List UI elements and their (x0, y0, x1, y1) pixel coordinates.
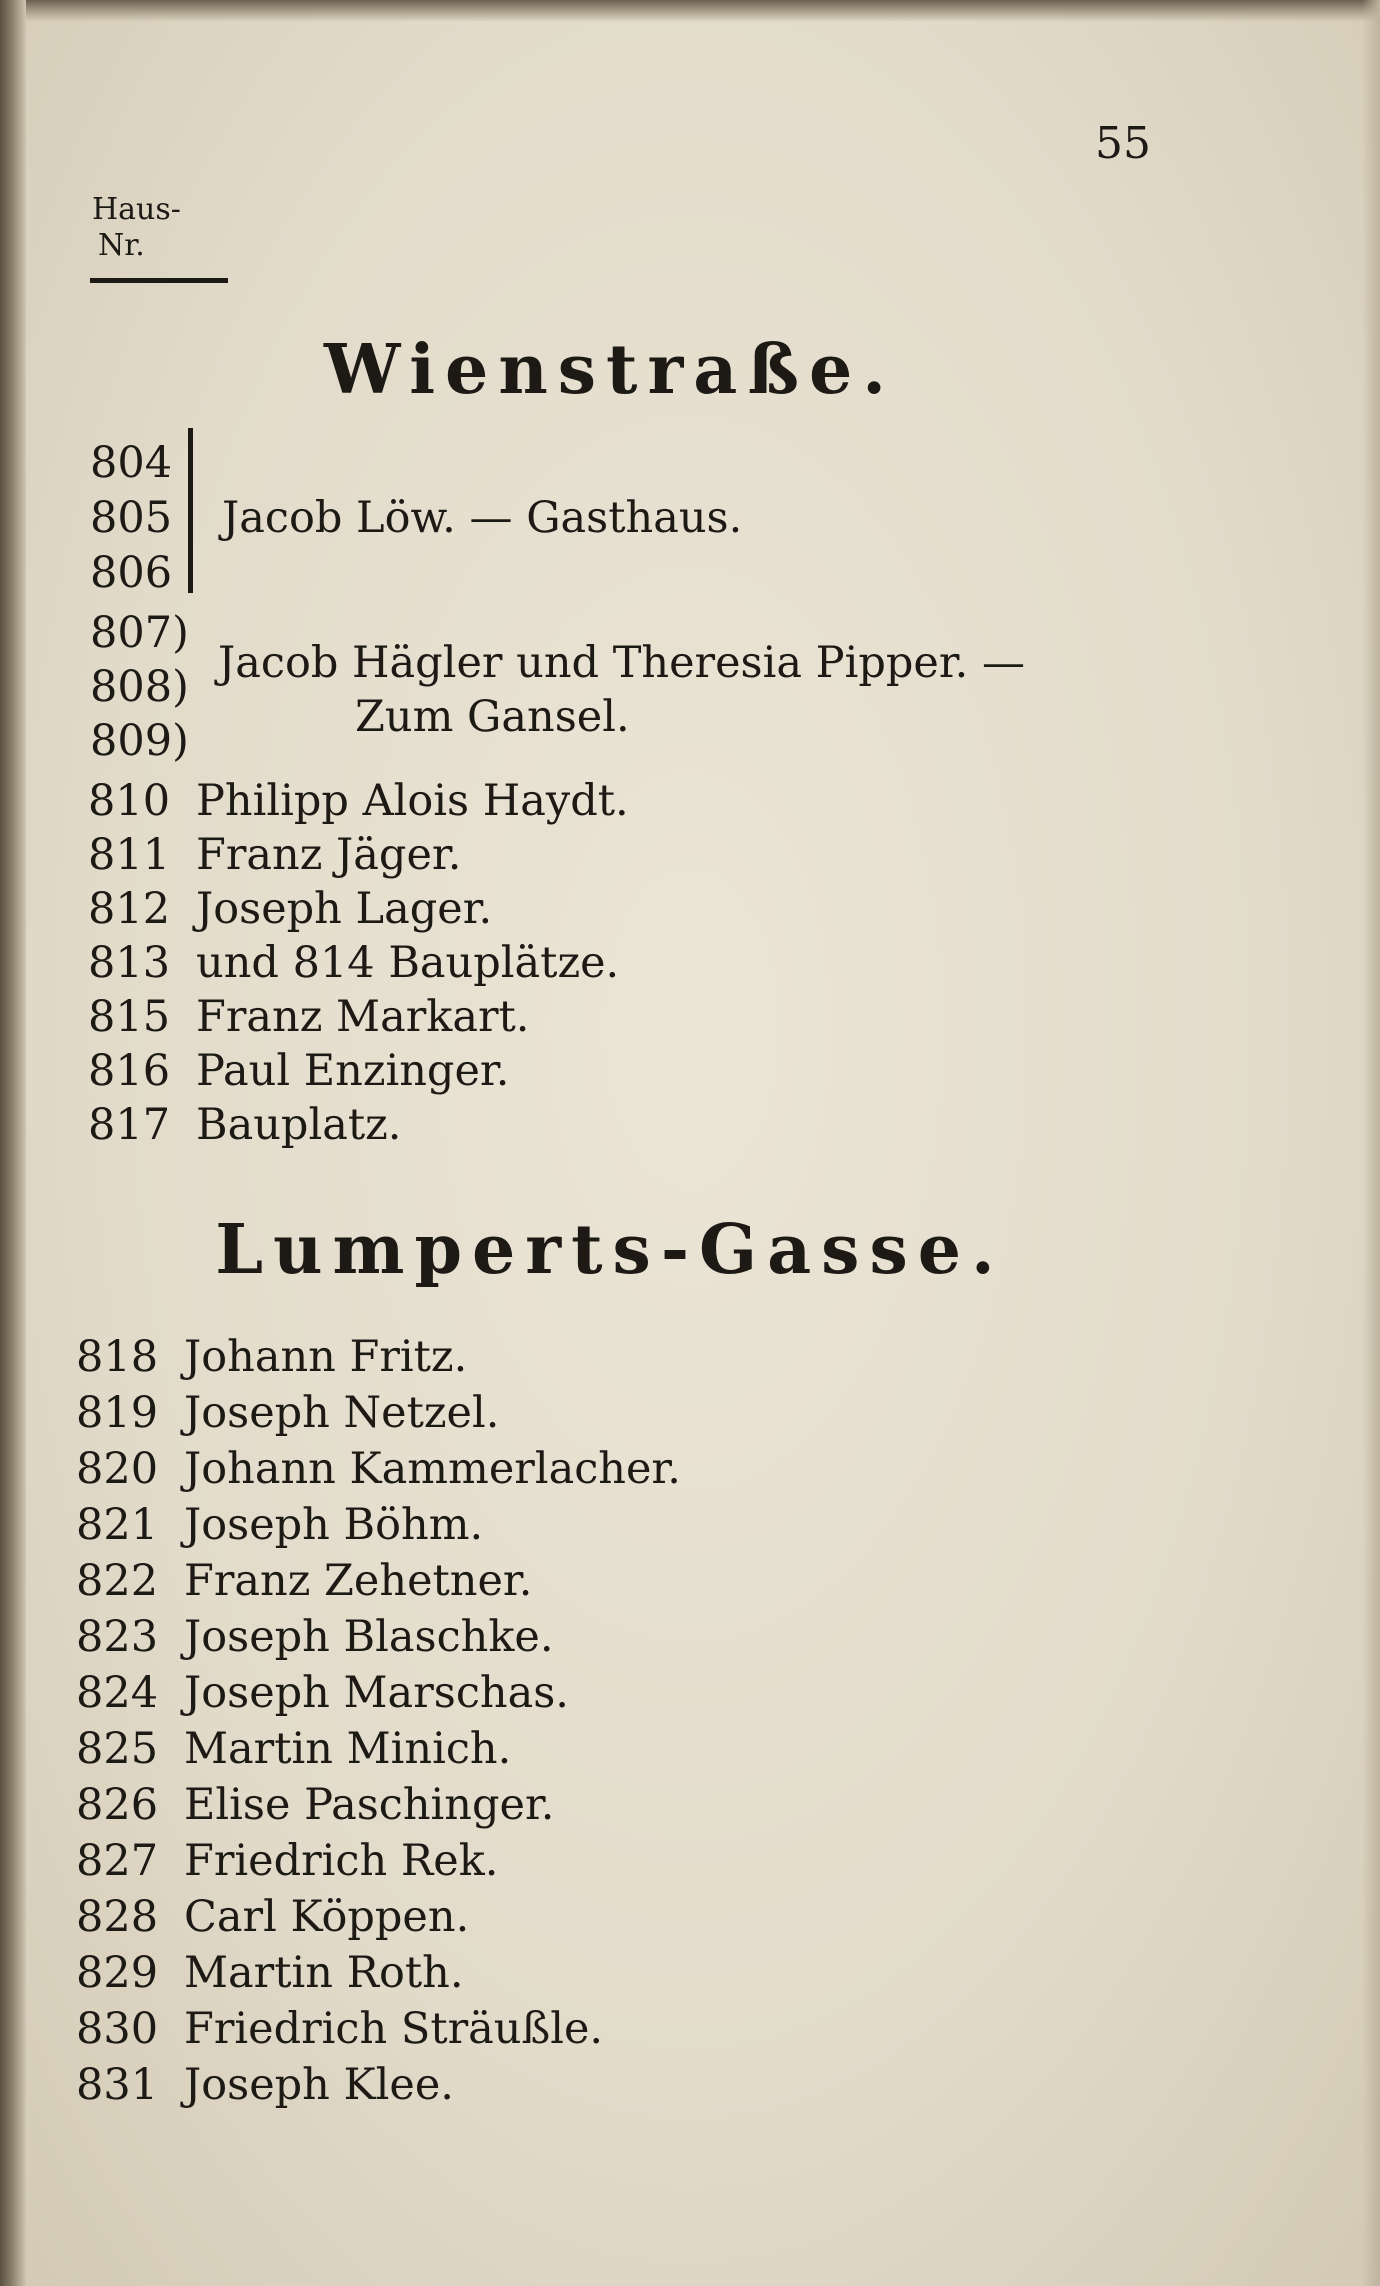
entry-text: Jacob Hägler und Theresia Pipper. — (218, 638, 1026, 688)
page-number: 55 (1095, 118, 1151, 169)
house-number-column-header (92, 192, 181, 264)
entry-text: Joseph Blaschke. (184, 1612, 554, 1662)
house-number: 817 (88, 1100, 171, 1150)
house-number: 825 (76, 1724, 159, 1774)
house-number: 815 (88, 992, 171, 1042)
entry-text: Friedrich Rek. (184, 1836, 499, 1886)
column-header-line1: Haus- (92, 192, 181, 227)
house-number: 826 (76, 1780, 159, 1830)
house-number: 806 (90, 548, 173, 598)
column-header-line2: Nr. (98, 228, 145, 263)
house-number: 816 (88, 1046, 171, 1096)
house-number: 819 (76, 1388, 159, 1438)
house-number: 822 (76, 1556, 159, 1606)
entry-text: Joseph Marschas. (184, 1668, 569, 1718)
entry-text: Jacob Löw. — Gasthaus. (222, 493, 743, 543)
house-number: 810 (88, 776, 171, 826)
entry-text: Paul Enzinger. (196, 1046, 510, 1096)
section-heading-wienstrasse: Wienstraße. (324, 330, 896, 410)
entry-text: Elise Paschinger. (184, 1780, 555, 1830)
column-header-rule (90, 278, 228, 283)
house-number: 821 (76, 1500, 159, 1550)
entry-text: Joseph Klee. (184, 2060, 454, 2110)
house-number: 811 (88, 830, 171, 880)
entry-text: Franz Jäger. (196, 830, 462, 880)
entry-text-continuation: Zum Gansel. (355, 692, 630, 742)
house-number: 823 (76, 1612, 159, 1662)
house-number: 830 (76, 2004, 159, 2054)
group-bracket (188, 428, 193, 593)
page-right-edge (1362, 0, 1380, 2286)
entry-text: Friedrich Sträußle. (184, 2004, 604, 2054)
house-number: 831 (76, 2060, 159, 2110)
house-number: 829 (76, 1948, 159, 1998)
entry-text: Franz Markart. (196, 992, 530, 1042)
entry-text: Joseph Böhm. (184, 1500, 484, 1550)
entry-text: Johann Kammerlacher. (184, 1444, 681, 1494)
entry-text: Martin Minich. (184, 1724, 512, 1774)
entry-text: Bauplatz. (196, 1100, 402, 1150)
entry-text: Philipp Alois Haydt. (196, 776, 629, 826)
house-number: 807) (90, 608, 189, 658)
house-number: 809) (90, 716, 189, 766)
house-number: 818 (76, 1332, 159, 1382)
house-number: 804 (90, 438, 173, 488)
entry-text: Carl Köppen. (184, 1892, 470, 1942)
entry-text: Joseph Lager. (196, 884, 493, 934)
house-number: 813 (88, 938, 171, 988)
house-number: 808) (90, 662, 189, 712)
house-number: 820 (76, 1444, 159, 1494)
house-number: 805 (90, 493, 173, 543)
entry-text: Johann Fritz. (184, 1332, 468, 1382)
entry-text: Joseph Netzel. (184, 1388, 500, 1438)
page-top-edge (0, 0, 1380, 22)
entry-text: und 814 Bauplätze. (196, 938, 620, 988)
house-number: 827 (76, 1836, 159, 1886)
entry-text: Franz Zehetner. (184, 1556, 533, 1606)
house-number: 824 (76, 1668, 159, 1718)
house-number: 828 (76, 1892, 159, 1942)
entry-text: Martin Roth. (184, 1948, 464, 1998)
section-heading-lumperts-gasse: Lumperts-Gasse. (215, 1210, 1005, 1290)
house-number: 812 (88, 884, 171, 934)
